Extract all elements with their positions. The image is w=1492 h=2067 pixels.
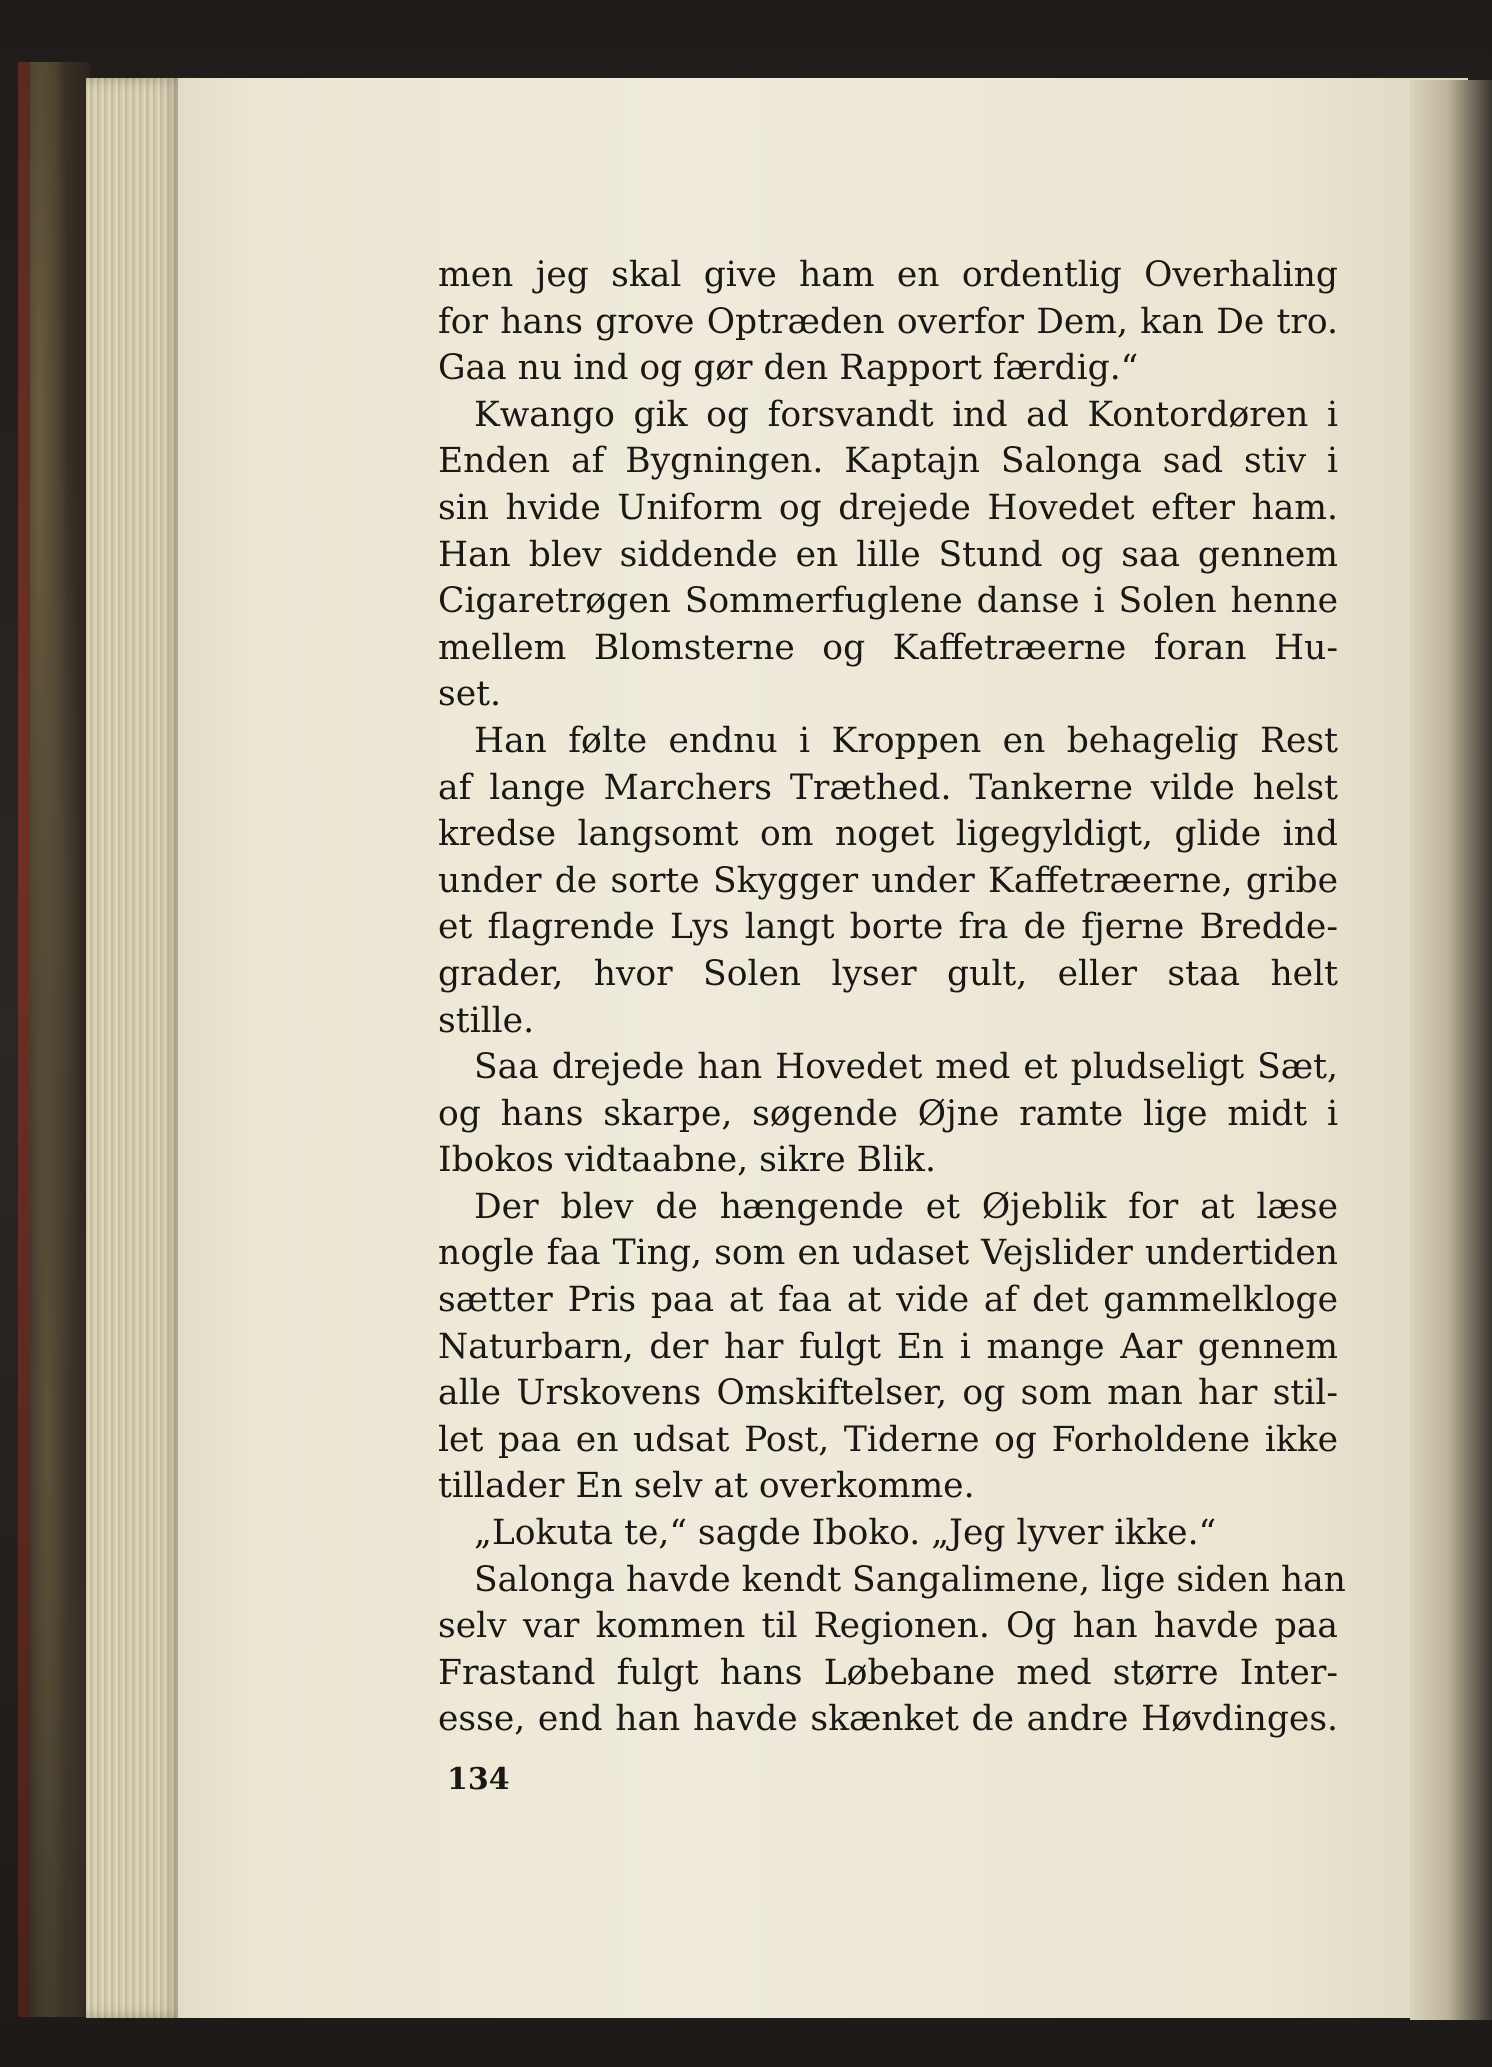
text-line: men jeg skal give ham en ordentlig Overhaling <box>438 255 1338 295</box>
text-line: under de sorte Skygger under Kaffetræerne, gribe <box>438 860 1338 901</box>
text-line: Enden af Bygningen. Kaptajn Salonga sad stiv i <box>438 441 1338 482</box>
text-line: Kwango gik og forsvandt ind ad Kontordøren i <box>474 394 1338 435</box>
text-line: let paa en udsat Post, Tiderne og Forholdene ikke <box>438 1419 1338 1460</box>
text-line: Naturbarn, der har fulgt En i mange Aar gennem <box>438 1326 1338 1367</box>
text-line: „Lokuta te,“ sagde Iboko. „Jeg lyver ikke.“ <box>474 1513 1217 1554</box>
text-line: og hans skarpe, søgende Øjne ramte lige midt i <box>438 1093 1338 1134</box>
text-line: nogle faa Ting, som en udaset Vejslider undertiden <box>438 1233 1338 1274</box>
text-line: grader, hvor Solen lyser gult, eller staa helt <box>438 953 1338 994</box>
text-line: selv var kommen til Regionen. Og han havde paa <box>438 1606 1338 1647</box>
page-number: 134 <box>447 1762 510 1797</box>
text-line: Cigaretrøgen Sommerfuglene danse i Solen henne <box>438 581 1338 622</box>
text-line: Han blev siddende en lille Stund og saa gennem <box>438 534 1338 575</box>
page-edges <box>86 78 184 2018</box>
text-line: Han følte endnu i Kroppen en behagelig Rest <box>474 720 1338 761</box>
text-line: et flagrende Lys langt borte fra de fjerne Bredde- <box>438 907 1338 948</box>
text-line: stille. <box>438 1000 535 1041</box>
text-line: sætter Pris paa at faa at vide af det gammelkloge <box>438 1280 1338 1321</box>
cover-spine-edge <box>18 62 30 2017</box>
text-line: esse, end han havde skænket de andre Høvdinges. <box>438 1699 1338 1740</box>
page-gutter-shadow <box>1410 80 1492 2020</box>
text-line: Saa drejede han Hovedet med et pludseligt Sæt, <box>474 1047 1338 1088</box>
text-line: sin hvide Uniform og drejede Hovedet efter ham. <box>438 487 1338 528</box>
text-line: Salonga havde kendt Sangalimene, lige siden han <box>474 1559 1346 1600</box>
text-line: mellem Blomsterne og Kaffetræerne foran Hu- <box>438 627 1338 668</box>
text-line: Ibokos vidtaabne, sikre Blik. <box>438 1140 936 1181</box>
text-line: Frastand fulgt hans Løbebane med større Inter- <box>438 1652 1338 1693</box>
text-line: Gaa nu ind og gør den Rapport færdig.“ <box>438 348 1139 389</box>
text-line: Der blev de hængende et Øjeblik for at læse <box>474 1186 1338 1227</box>
text-line: af lange Marchers Træthed. Tankerne vilde helst <box>438 767 1338 808</box>
text-line: kredse langsomt om noget ligegyldigt, glide ind <box>438 814 1338 855</box>
text-line: alle Urskovens Omskiftelser, og som man har stil- <box>438 1373 1338 1414</box>
body-text <box>438 252 1346 1743</box>
text-line: set. <box>438 674 501 715</box>
text-line: tillader En selv at overkomme. <box>438 1466 975 1507</box>
text-line: for hans grove Optræden overfor Dem, kan De tro. <box>438 301 1338 342</box>
